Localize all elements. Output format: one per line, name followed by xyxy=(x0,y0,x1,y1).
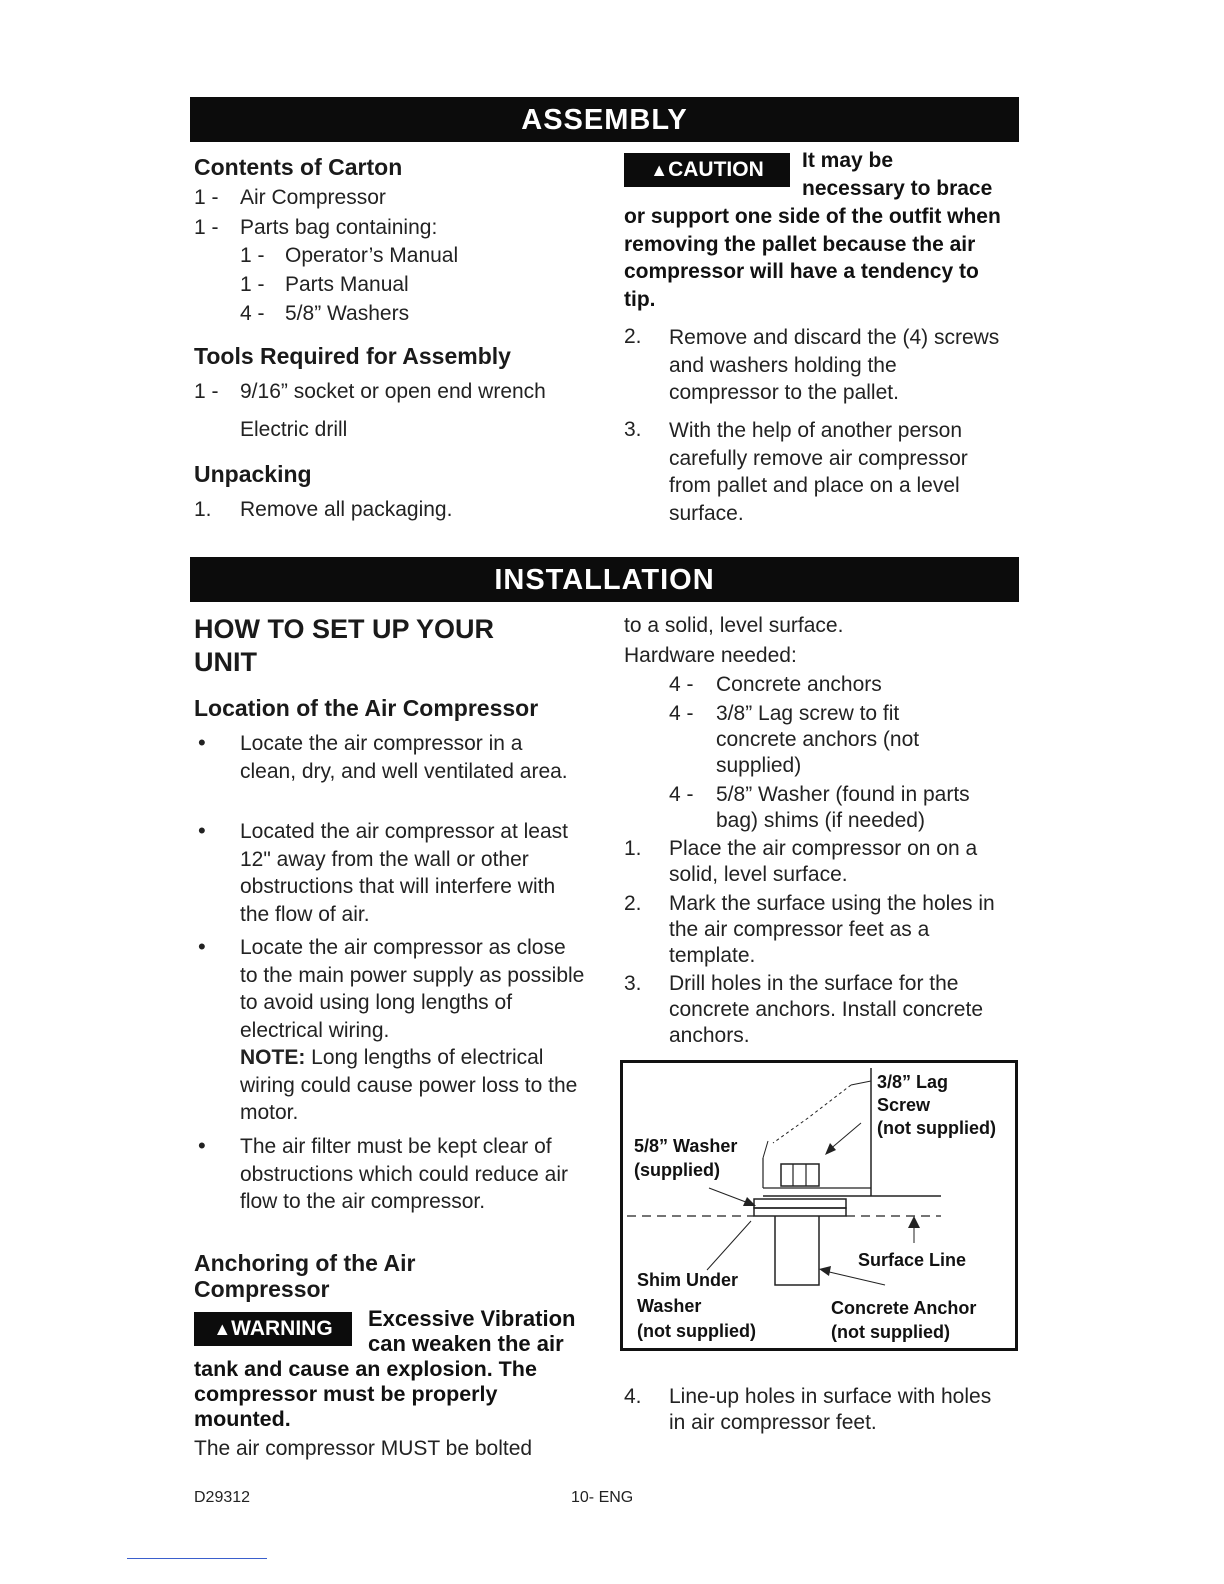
contents-subitem-2: Parts Manual xyxy=(285,273,409,296)
contents-item-1-num: 1 - xyxy=(194,186,219,209)
bullet-icon: • xyxy=(198,730,206,755)
install-step-4: Line-up holes in surface with holes in air compressor feet. xyxy=(669,1385,992,1434)
location-heading: Location of the Air Compressor xyxy=(194,695,539,721)
surface-line-label: Surface Line xyxy=(858,1250,967,1270)
caution-text: or support one side of the outfit when removing the pallet because the air compressor will have a tendency to tip. xyxy=(624,205,1001,311)
contents-item-2: Parts bag containing: xyxy=(240,216,438,239)
shim-label-2: Washer xyxy=(637,1296,702,1316)
contents-item-1: Air Compressor xyxy=(240,186,386,209)
caution-line-1: It may be xyxy=(802,149,894,172)
unpacking-step-1-num: 1. xyxy=(194,498,212,521)
location-note xyxy=(240,1044,585,1127)
install-step-2: Mark the surface using the holes in the air compressor feet as a template. xyxy=(669,892,995,967)
shim-label-3: (not supplied) xyxy=(637,1321,756,1341)
assembly-step-2-num: 2. xyxy=(624,325,642,348)
warning-badge-label: WARNING xyxy=(231,1317,333,1340)
bullet-icon: • xyxy=(198,818,206,843)
warning-triangle-icon: ▲ xyxy=(650,160,669,180)
tools-heading: Tools Required for Assembly xyxy=(194,343,511,369)
anchoring-heading-line-2: Compressor xyxy=(194,1276,330,1302)
note-text: Long lengths of electrical wiring could cause power loss to the motor. xyxy=(240,1046,578,1124)
footer-doc-id: D29312 xyxy=(194,1489,251,1506)
hardware-item-3: 5/8” Washer (found in parts bag) shims (if needed) xyxy=(716,783,970,832)
caution-badge-label: CAUTION xyxy=(668,158,764,181)
washer-label-1: 5/8” Washer xyxy=(634,1136,738,1156)
bullet-icon: • xyxy=(198,1133,206,1158)
location-bullet-1: Locate the air compressor in a clean, dry, and well ventilated area. xyxy=(240,732,568,783)
install-step-3-num: 3. xyxy=(624,972,642,995)
install-step-1: Place the air compressor on on a solid, level surface. xyxy=(669,837,978,886)
lag-screw-label-1: 3/8” Lag xyxy=(877,1072,949,1092)
contents-subitem-1-num: 1 - xyxy=(240,244,265,267)
setup-title-line-2: UNIT xyxy=(194,647,257,677)
contents-subitem-3: 5/8” Washers xyxy=(285,302,410,325)
assembly-step-3: With the help of another person carefully remove air compressor from pallet and place on a level surface. xyxy=(669,419,968,525)
hardware-item-2: 3/8” Lag screw to fit concrete anchors (not supplied) xyxy=(716,702,920,777)
hardware-item-3-num: 4 - xyxy=(669,783,694,806)
warning-triangle-icon: ▲ xyxy=(213,1319,232,1339)
unpacking-heading: Unpacking xyxy=(194,461,312,487)
tools-item-2: Electric drill xyxy=(240,418,348,441)
continued-text: to a solid, level surface. xyxy=(624,614,844,637)
warning-line-2: can weaken the air xyxy=(368,1331,564,1356)
bullet-icon: • xyxy=(198,934,206,959)
anchoring-heading-line-1: Anchoring of the Air xyxy=(194,1250,416,1276)
unpacking-step-1: Remove all packaging. xyxy=(240,498,453,521)
contents-subitem-2-num: 1 - xyxy=(240,273,265,296)
contents-subitem-3-num: 4 - xyxy=(240,302,265,325)
hardware-label: Hardware needed: xyxy=(624,644,797,667)
bolted-text: The air compressor MUST be bolted xyxy=(194,1437,533,1460)
caution-line-2: necessary to brace xyxy=(802,177,993,200)
shim-label-1: Shim Under xyxy=(637,1270,739,1290)
lag-screw-label-3: (not supplied) xyxy=(877,1118,996,1138)
tools-item-1: 9/16” socket or open end wrench xyxy=(240,380,546,403)
anchor-label-2: (not supplied) xyxy=(831,1322,950,1342)
warning-line-1: Excessive Vibration xyxy=(368,1306,576,1331)
footer-page-number: 10- ENG xyxy=(571,1489,634,1506)
install-step-4-num: 4. xyxy=(624,1385,642,1408)
location-bullet-3: Locate the air compressor as close to the main power supply as possible to avoid using long lengths of electrical wiring. xyxy=(240,936,585,1042)
hardware-item-1: Concrete anchors xyxy=(716,673,882,696)
assembly-step-3-num: 3. xyxy=(624,418,642,441)
warning-badge xyxy=(194,1312,352,1346)
tools-item-1-num: 1 - xyxy=(194,380,219,403)
location-bullet-2: Located the air compressor at least 12" away from the wall or other obstructions that will interfere with the flow of air. xyxy=(240,820,569,926)
assembly-step-2: Remove and discard the (4) screws and washers holding the compressor to the pallet. xyxy=(669,326,1000,404)
assembly-header: ASSEMBLY xyxy=(190,97,1019,142)
anchor-diagram xyxy=(620,1060,1018,1351)
install-step-3: Drill holes in the surface for the concrete anchors. Install concrete anchors. xyxy=(669,972,983,1047)
anchor-label-1: Concrete Anchor xyxy=(831,1298,977,1318)
contents-heading: Contents of Carton xyxy=(194,154,403,180)
bottom-link-underline xyxy=(127,1558,267,1559)
lag-screw-label-2: Screw xyxy=(877,1095,931,1115)
contents-subitem-1: Operator’s Manual xyxy=(285,244,459,267)
install-step-2-num: 2. xyxy=(624,892,642,915)
caution-badge xyxy=(624,153,790,187)
install-step-1-num: 1. xyxy=(624,837,642,860)
note-label: NOTE: xyxy=(240,1046,306,1069)
contents-item-2-num: 1 - xyxy=(194,216,219,239)
hardware-item-2-num: 4 - xyxy=(669,702,694,725)
washer-label-2: (supplied) xyxy=(634,1160,720,1180)
setup-title-line-1: HOW TO SET UP YOUR xyxy=(194,614,495,644)
installation-header: INSTALLATION xyxy=(190,557,1019,602)
warning-text: tank and cause an explosion. The compressor must be properly mounted. xyxy=(194,1357,537,1431)
hardware-item-1-num: 4 - xyxy=(669,673,694,696)
location-bullet-4: The air filter must be kept clear of obstructions which could reduce air flow to the air compressor. xyxy=(240,1135,569,1213)
